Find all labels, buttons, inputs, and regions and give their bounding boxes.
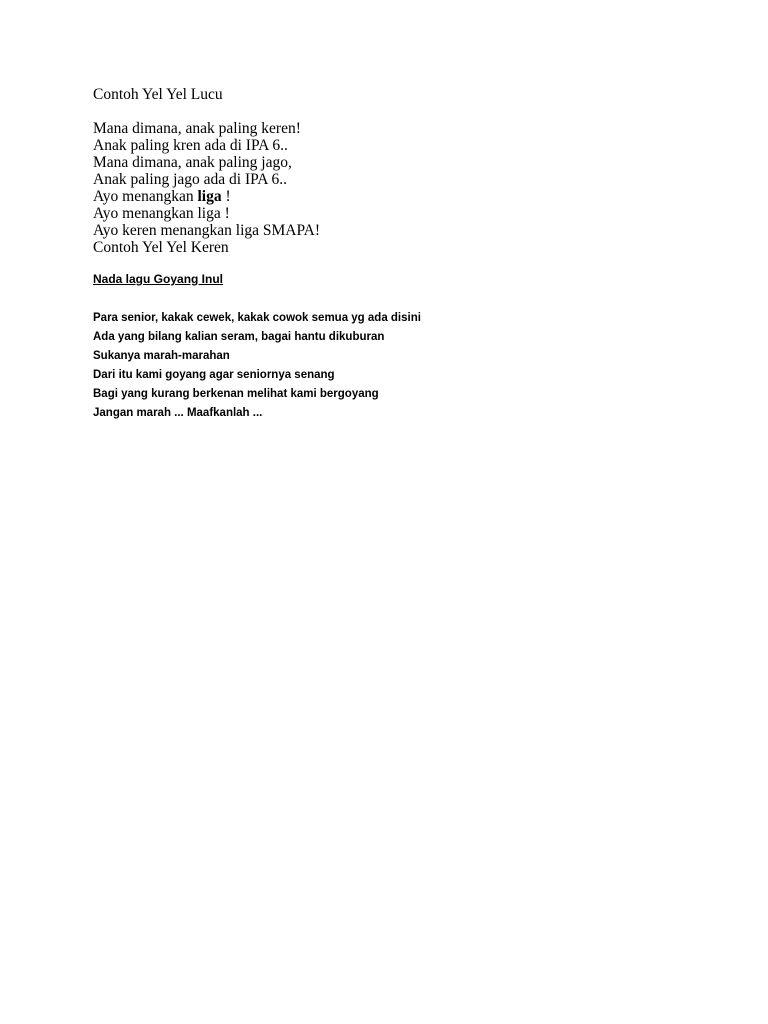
lyric-line: Jangan marah ... Maafkanlah ... bbox=[93, 407, 263, 419]
lyric-line: Contoh Yel Yel Keren bbox=[93, 239, 229, 256]
lyric-line: Para senior, kakak cewek, kakak cowok semua yg ada disini bbox=[93, 312, 421, 324]
lyric-bold-word: liga bbox=[197, 188, 222, 205]
lyric-line: Ayo keren menangkan liga SMAPA! bbox=[93, 222, 321, 239]
lyric-prefix: Ayo menangkan bbox=[93, 188, 198, 205]
lyric-line: Dari itu kami goyang agar seniornya senang bbox=[93, 369, 335, 381]
goyang-inul-lyrics bbox=[93, 309, 693, 423]
lyric-line-with-bold bbox=[93, 188, 693, 205]
lyric-line: Mana dimana, anak paling keren! bbox=[93, 120, 301, 137]
lyric-line: Ayo menangkan liga ! bbox=[93, 205, 230, 222]
document-title: Contoh Yel Yel Lucu bbox=[93, 86, 223, 103]
lyric-line: Mana dimana, anak paling jago, bbox=[93, 154, 292, 171]
lyric-suffix: ! bbox=[221, 188, 231, 205]
yel-yel-section bbox=[93, 86, 693, 256]
lyric-line: Bagi yang kurang berkenan melihat kami bergoyang bbox=[93, 388, 379, 400]
lyric-line: Sukanya marah-marahan bbox=[93, 350, 230, 362]
blank-line bbox=[93, 103, 693, 120]
lyric-line: Ada yang bilang kalian seram, bagai hantu dikuburan bbox=[93, 331, 385, 343]
lyric-line: Anak paling jago ada di IPA 6.. bbox=[93, 171, 288, 188]
section-heading: Nada lagu Goyang Inul bbox=[93, 272, 224, 286]
lyric-line: Anak paling kren ada di IPA 6.. bbox=[93, 137, 288, 154]
